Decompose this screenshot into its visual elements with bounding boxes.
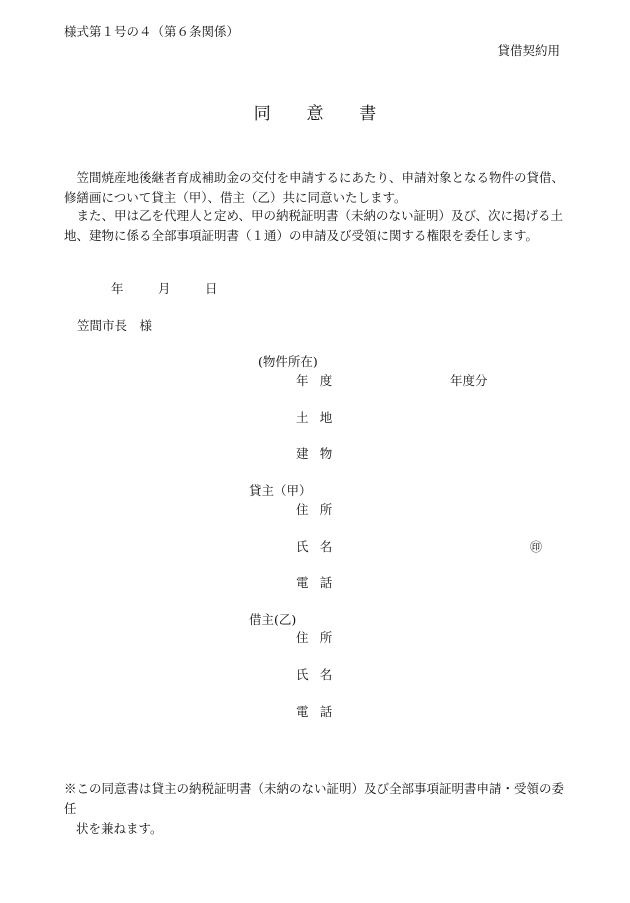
footnote-line-2: 状を兼ねます。 [76, 821, 163, 836]
date-month-label: 月 [158, 281, 171, 296]
lessee-heading: 借主(乙) [249, 612, 297, 627]
lessor-phone-label: 電話 [296, 575, 344, 590]
delegation-text: また、甲は乙を代理人と定め、甲の納税証明書（未納のない証明）及び、次に掲げる土地、建物に係る全部事項証明書（１通）の申請及び受領に関する権限を委任します。 [64, 208, 564, 243]
property-heading: (物件所在) [258, 354, 318, 369]
lessor-heading: 貸主（甲） [249, 483, 312, 498]
lessee-phone-label: 電話 [296, 704, 344, 719]
lessee-name-label: 氏名 [296, 667, 344, 682]
document-title: 同 意 書 [253, 104, 386, 124]
seal-mark: ㊞ [530, 540, 543, 554]
document-purpose: 貸借契約用 [497, 43, 560, 58]
fiscal-year-suffix: 年度分 [450, 373, 488, 388]
building-label: 建物 [296, 446, 344, 461]
land-label: 土地 [296, 410, 344, 425]
form-number: 様式第１号の４（第６条関係） [64, 24, 240, 39]
date-year-label: 年 [111, 281, 124, 296]
footnote-line-1: ※この同意書は貸主の納税証明書（未納のない証明）及び全部事項証明書申請・受領の委任 [64, 781, 565, 816]
fiscal-year-label: 年度 [296, 373, 344, 388]
consent-paragraph [64, 168, 564, 208]
lessee-address-label: 住所 [296, 630, 344, 645]
lessor-name-label: 氏名 [296, 539, 344, 554]
delegation-paragraph [64, 206, 564, 246]
date-day-label: 日 [205, 281, 218, 296]
lessor-address-label: 住所 [296, 502, 344, 517]
addressee: 笠間市長 様 [77, 318, 153, 333]
consent-text: 笠間焼産地後継者育成補助金の交付を申請するにあたり、申請対象となる物件の貸借、修繕画について貸主（甲）、借主（乙）共に同意いたします。 [64, 170, 565, 205]
footnote [64, 779, 574, 839]
